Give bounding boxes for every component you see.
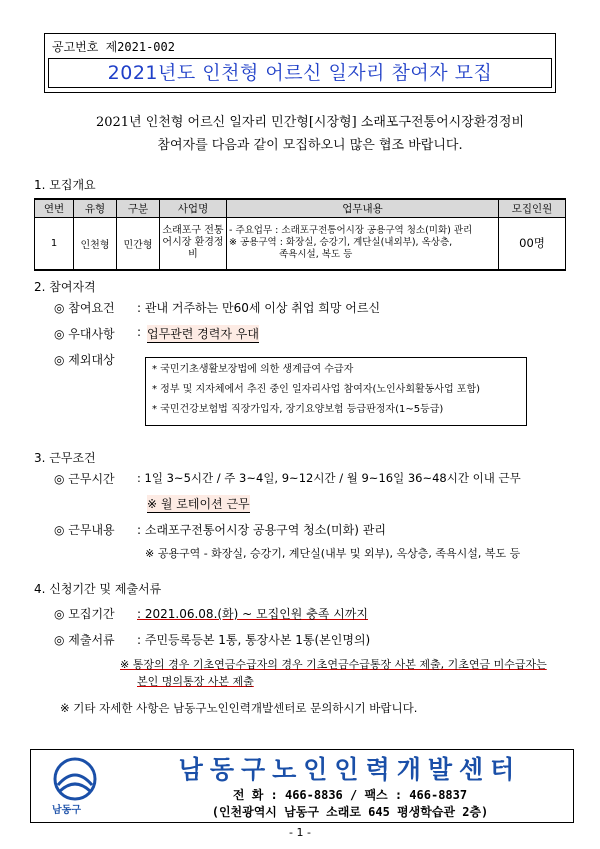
exclusion-item: * 국민건강보험법 직장가입자, 장기요양보험 등급판정자(1~5등급) [152, 404, 444, 415]
contact-address: (인천광역시 남동구 소래로 645 평생학습관 2층) [211, 805, 489, 819]
time-label: ◎ 근무시간 [54, 472, 115, 486]
cell-recruit: 00명 [499, 218, 566, 270]
cell-no: 1 [35, 218, 74, 270]
col-header: 사업명 [160, 199, 227, 218]
cell-work [227, 218, 499, 270]
namdong-logo [40, 755, 110, 815]
content-value: : 소래포구전통어시장 공용구역 청소(미화) 관리 [137, 523, 386, 537]
docs-value: : 주민등록등본 1통, 통장사본 1통(본인명의) [137, 633, 371, 647]
excl-label: ◎ 제외대상 [54, 353, 115, 367]
logo-text: 남동구 [52, 805, 81, 816]
exclusion-item: * 국민기초생활보장법에 의한 생계급여 수급자 [152, 364, 354, 375]
center-name: 남동구노인인력개발센터 [178, 755, 522, 784]
note-1-line-1: ※ 통장의 경우 기초연금수급자의 경우 기초연금수급통장 사본 제출, 기초연금 미수급자는 [120, 658, 547, 671]
section-2-heading: 2. 참여자격 [34, 280, 96, 294]
docs-label: ◎ 제출서류 [54, 633, 115, 647]
period-value: : 2021.06.08.(화) ~ 모집인원 충족 시까지 [137, 607, 368, 621]
work-line: 족욕시설, 복도 등 [279, 249, 353, 261]
exclusion-box [145, 357, 527, 426]
section-1-heading: 1. 모집개요 [34, 178, 96, 192]
cell-project: 소래포구 전통어시장 환경정비 [160, 218, 227, 270]
rotation-note: ※ 월 로테이션 근무 [147, 497, 250, 511]
intro-line-2: 참여자를 다음과 같이 모집하오니 많은 협조 바랍니다. [157, 138, 463, 153]
work-line: ※ 공용구역 : 화장실, 승강기, 계단실(내외부), 옥상층, [229, 237, 453, 249]
time-value: : 1일 3~5시간 / 주 3~4일, 9~12시간 / 월 9~16일 36~48시간 이내 근무 [137, 471, 521, 485]
content-note: ※ 공용구역 - 화장실, 승강기, 계단실(내부 및 외부), 옥상층, 족욕시설, 복도 등 [145, 547, 521, 560]
page-title: 2021년도 인천형 어르신 일자리 참여자 모집 [48, 58, 552, 88]
content-label: ◎ 근무내용 [54, 523, 115, 537]
col-header: 구분 [117, 199, 160, 218]
note-2: ※ 기타 자세한 사항은 남동구노인인력개발센터로 문의하시기 바랍니다. [60, 701, 418, 715]
pref-value: 업무관련 경력자 우대 [147, 327, 259, 341]
page-number: - 1 - [289, 826, 311, 839]
intro-line-1: 2021년 인천형 어르신 일자리 민간형[시장형] 소래포구전통어시장환경정비 [95, 115, 525, 130]
contact-phone: 전 화 : 466-8836 / 팩스 : 466-8837 [232, 788, 468, 802]
cell-type: 인천형 [74, 218, 117, 270]
note-1-line-2: 본인 명의통장 사본 제출 [137, 675, 254, 688]
col-header: 업무내용 [227, 199, 499, 218]
cell-category: 민간형 [117, 218, 160, 270]
pref-colon: : [137, 325, 142, 339]
col-header: 모집인원 [499, 199, 566, 218]
work-line: - 주요업무 : 소래포구전통어시장 공용구역 청소(미화) 관리 [229, 225, 473, 237]
section-4-heading: 4. 신청기간 및 제출서류 [34, 582, 162, 596]
exclusion-item: * 정부 및 지자체에서 추진 중인 일자리사업 참여자(노인사회활동사업 포함) [152, 384, 481, 395]
req-label: ◎ 참여요건 [54, 301, 115, 315]
period-label: ◎ 모집기간 [54, 607, 115, 621]
pref-label: ◎ 우대사항 [54, 327, 115, 341]
col-header: 유형 [74, 199, 117, 218]
recruitment-table [34, 198, 566, 271]
notice-number: 공고번호 제2021-002 [52, 40, 175, 54]
col-header: 연번 [35, 199, 74, 218]
req-value: : 관내 거주하는 만60세 이상 취업 희망 어르신 [137, 301, 381, 315]
section-3-heading: 3. 근무조건 [34, 451, 96, 465]
